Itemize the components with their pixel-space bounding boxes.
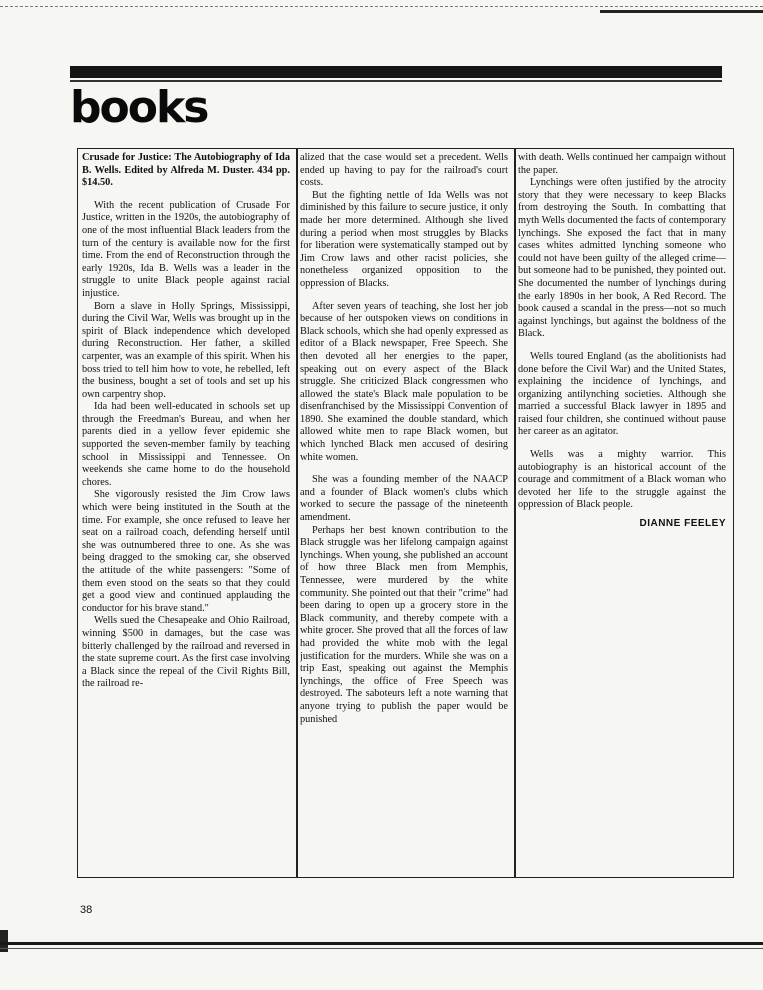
page-bottom-edge [0, 948, 763, 949]
paragraph: Lynchings were often justified by the atrocity story that they were necessary to keep Blacks from destroying the South. In combatting that myth Wells documented the facts of contemporary lynchings. She exposed the fact that in many cases whites admitted lynching someone who could not have been guilty of the alleged crime—but someone had to be punished, they pointed out. She documented the number of lynchings during the early 1890s in her book, A Red Record. The book caused a scandal in the press—not so much against lynchings, but against the boldness of the Black. [518, 177, 726, 340]
section-title: books [70, 82, 208, 133]
book-info: Crusade for Justice: The Autobiography of Ida B. Wells. Edited by Alfreda M. Duster. 434 pp. $14.50. [82, 152, 290, 189]
paragraph: Ida had been well-educated in schools set up through the Freedman's Bureau, and when her parents died in a yellow fever epidemic she supported the seven-member family by teaching school in Mississippi and Tennessee. On weekends she came home to do the household chores. [82, 401, 290, 488]
paragraph: Perhaps her best known contribution to the Black struggle was her lifelong campaign against lynchings. When young, she published an account of how three Black men from Memphis, Tennessee, were murdered by the white community. She pointed out that their "crime" had been daring to open up a grocery store in the Black community, and thereby compete with a white grocer. She proved that all the forces of law had provided the white mob with the legal justification for the murders. While she was on a trip East, speaking out against the Memphis lynchings, the office of Free Speech was destroyed. The saboteurs left a note warning that anyone trying to publish the paper would be punished [300, 524, 508, 725]
paragraph: Born a slave in Holly Springs, Mississippi, during the Civil War, Wells was brought up in the spirit of Black independence which developed during Reconstruction. Her father, a skilled carpenter, was an example of this spirit. When his boss tried to tell him how to vote, he rebelled, left the business, bought a set of tools and set up his own carpentry shop. [82, 300, 290, 400]
page-top-edge [0, 0, 763, 7]
top-right-rule [600, 10, 763, 13]
column-divider [296, 148, 298, 878]
paragraph: But the fighting nettle of Ida Wells was not diminished by this failure to secure justice, it only made her more determined. Although she lived during a period when most struggles by Blacks for liberation were systematically stamped out by Jim Crow laws and other racist policies, she nonetheless organized opposition to the oppression of Blacks. [300, 189, 508, 289]
author-signature: DIANNE FEELEY [639, 518, 726, 530]
page-number: 38 [80, 904, 93, 916]
header-bar [70, 66, 722, 78]
paragraph: alized that the case would set a precedent. Wells ended up having to pay for the railroad's court costs. [300, 152, 508, 189]
article-column-2 [300, 152, 508, 876]
paragraph: She was a founding member of the NAACP and a founder of Black women's clubs which worked to secure the passage of the nineteenth amendment. [300, 474, 508, 524]
paragraph: She vigorously resisted the Jim Crow laws which were being instituted in the South at the time. For example, she once refused to leave her seat on a railroad coach, defending herself until she was outnumbered three to one. As she was being dragged to the smoking car, she observed the attitude of the white passengers: "Some of them even stood on the seats so that they could get a good view and continued applauding the conductor for his brave stand." [82, 489, 290, 614]
article-column-1 [82, 152, 290, 876]
paragraph: Wells was a mighty warrior. This autobiography is an historical account of the courage and commitment of a Black woman who devoted her life to the struggle against the oppression of Black people. [518, 449, 726, 511]
paragraph: Wells toured England (as the abolitionists had done before the Civil War) and the United States, explaining the incidence of lynchings, and organizing antilynching societies. Although she married a successful Black lawyer in 1895 and raised four children, she continued without pause her career as an agitator. [518, 350, 726, 438]
column-divider [514, 148, 516, 878]
paragraph: Wells sued the Chesapeake and Ohio Railroad, winning $500 in damages, but the case was bitterly challenged by the railroad and reversed in the state supreme court. As the first case involving a Black since the repeal of the Civil Rights Bill, the railroad re- [82, 615, 290, 690]
paragraph: With the recent publication of Crusade For Justice, written in the 1920s, the autobiography of one of the most influential Black leaders from the turn of the century is available now for the first time. From the end of Reconstruction through the early 1920s, Ida B. Wells was a leader in the struggle to unite Black people against racial injustice. [82, 199, 290, 299]
article-column-3 [518, 152, 726, 876]
bottom-rule [0, 942, 763, 945]
paragraph: After seven years of teaching, she lost her job because of her outspoken views on conditions in Black schools, which she had openly expressed as editor of a Black newspaper, Free Speech. She then devoted all her energies to the paper, speaking out on every aspect of the Black struggle. She criticized Black congressmen who allowed the state's Black male population to be disenfranchised by the Mississippi Convention of 1890. She examined the double standard, which allowed white men to rape Black women, but which lynched Black men accused of desiring white women. [300, 300, 508, 463]
paragraph: with death. Wells continued her campaign without the paper. [518, 152, 726, 176]
